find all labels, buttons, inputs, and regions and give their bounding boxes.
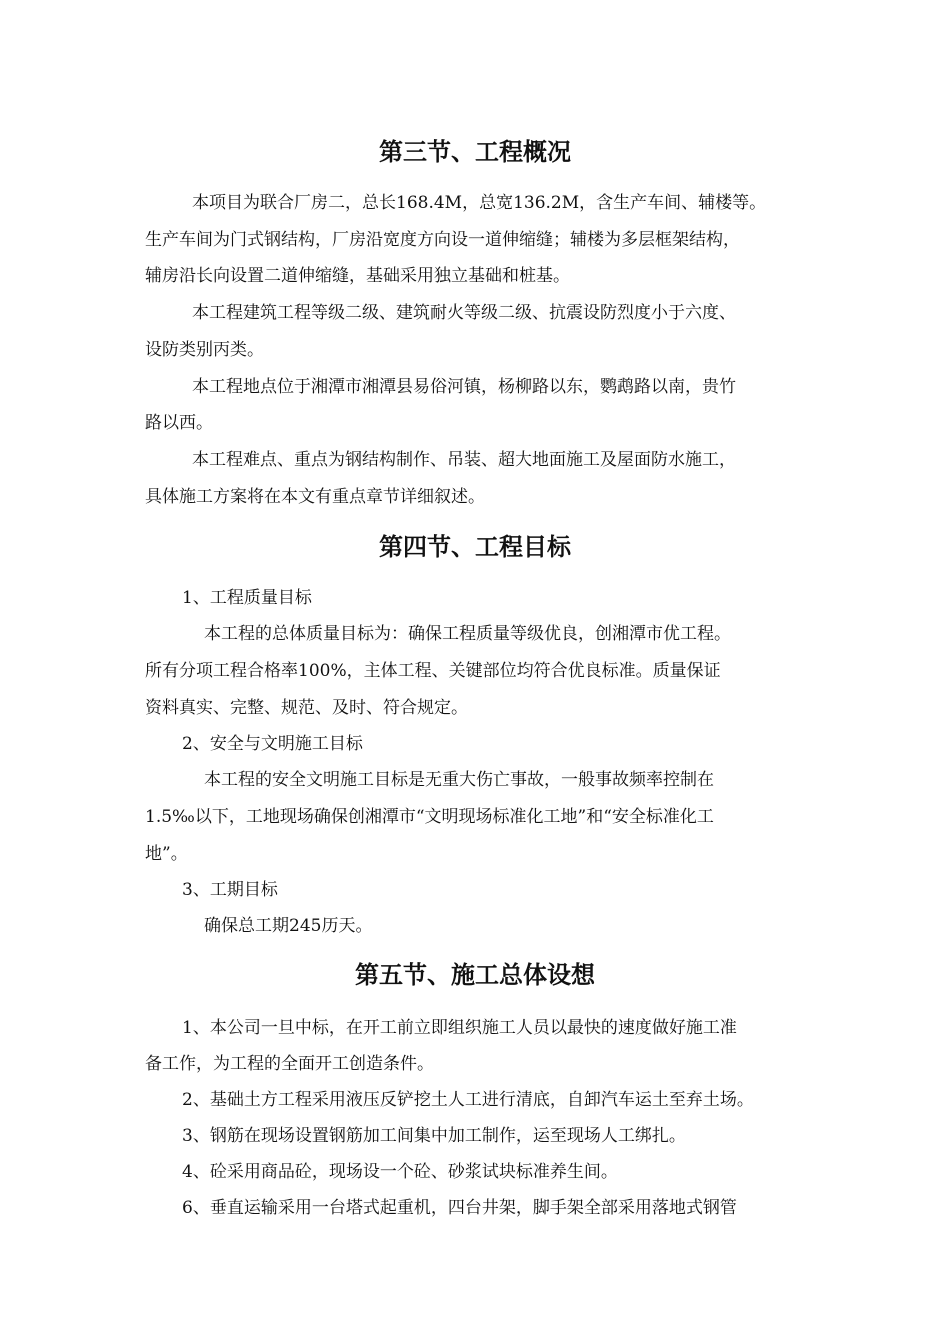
s3-p1-line2: 生产车间为门式钢结构，厂房沿宽度方向设一道伸缩缝；辅楼为多层框架结构，	[145, 230, 740, 250]
s4-p2-line2: 1.5‰以下，工地现场确保创湘潭市“文明现场标准化工地”和“安全标准化工	[145, 807, 714, 827]
s5-item2: 2、基础土方工程采用液压反铲挖土人工进行清底，自卸汽车运土至弃土场。	[182, 1090, 754, 1110]
s5-item6: 6、垂直运输采用一台塔式起重机，四台井架，脚手架全部采用落地式钢管	[182, 1198, 737, 1218]
s5-item1-line1: 1、本公司一旦中标，在开工前立即组织施工人员以最快的速度做好施工准	[182, 1018, 737, 1038]
s3-p2-line2: 设防类别丙类。	[145, 340, 264, 360]
s4-p1-line1: 本工程的总体质量目标为：确保工程质量等级优良，创湘潭市优工程。	[204, 624, 731, 644]
s4-p1-line2: 所有分项工程合格率100%，主体工程、关键部位均符合优良标准。质量保证	[145, 661, 721, 681]
s4-p2-line1: 本工程的安全文明施工目标是无重大伤亡事故，一般事故频率控制在	[204, 770, 714, 790]
s5-item1-line2: 备工作，为工程的全面开工创造条件。	[145, 1054, 434, 1074]
s3-p2-line1: 本工程建筑工程等级二级、建筑耐火等级二级、抗震设防烈度小于六度、	[192, 303, 736, 323]
s4-p2-line3: 地”。	[145, 844, 188, 864]
s3-p4-line2: 具体施工方案将在本文有重点章节详细叙述。	[145, 487, 485, 507]
s3-p3-line1: 本工程地点位于湘潭市湘潭县易俗河镇，杨柳路以东，鹦鹉路以南，贵竹	[192, 377, 736, 397]
s4-heading-1: 1、工程质量目标	[182, 588, 312, 608]
section-4-title: 第四节、工程目标	[379, 532, 571, 561]
s4-p1-line3: 资料真实、完整、规范、及时、符合规定。	[145, 698, 468, 718]
section-5-title: 第五节、施工总体设想	[355, 960, 595, 989]
s5-item4: 4、砼采用商品砼，现场设一个砼、砂浆试块标准养生间。	[182, 1162, 618, 1182]
s4-p3: 确保总工期245历天。	[204, 916, 373, 936]
s3-p1-line3: 辅房沿长向设置二道伸缩缝，基础采用独立基础和桩基。	[145, 266, 570, 286]
s4-heading-2: 2、安全与文明施工目标	[182, 734, 363, 754]
s4-heading-3: 3、工期目标	[182, 880, 278, 900]
s3-p3-line2: 路以西。	[145, 413, 213, 433]
s5-item3: 3、钢筋在现场设置钢筋加工间集中加工制作，运至现场人工绑扎。	[182, 1126, 686, 1146]
section-3-title: 第三节、工程概况	[379, 137, 571, 166]
s3-p4-line1: 本工程难点、重点为钢结构制作、吊装、超大地面施工及屋面防水施工，	[192, 450, 736, 470]
s3-p1-line1: 本项目为联合厂房二，总长168.4M，总宽136.2M，含生产车间、辅楼等。	[192, 193, 767, 213]
